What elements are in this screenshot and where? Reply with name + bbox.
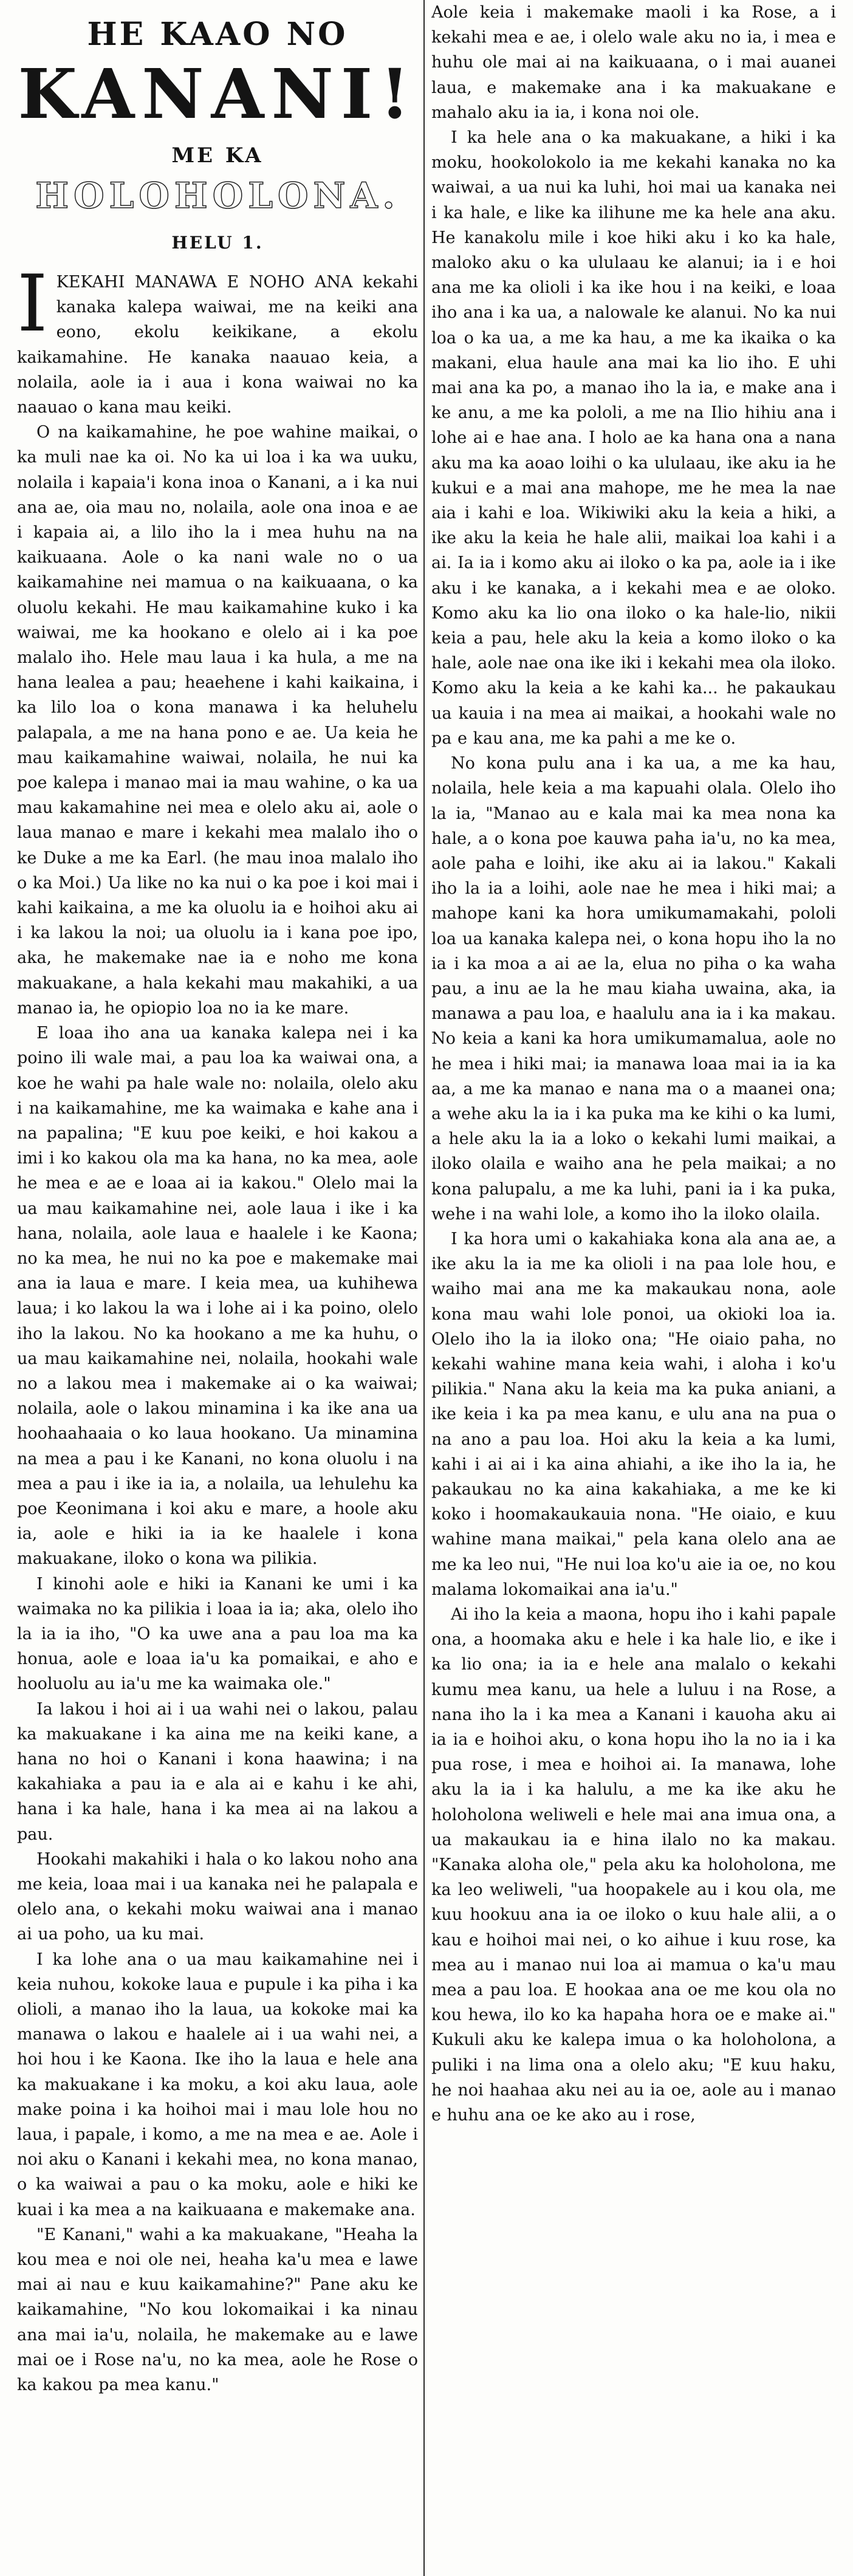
headline-subtitle: HOLOHOLONA. — [35, 175, 400, 216]
paragraph-left-3: I kinohi aole e hiki ia Kanani ke umi i ka waimaka no ka pilikia i loaa ia ia; aka, olelo iho la ia ia iho, "O ka uwe ana a pau loa ma ka honua, aole e loaa ia'u ka pomaikai, e aho e hooluolu au ia'u me ka waimaka ole." — [17, 1574, 418, 1694]
paragraph-left-2: E loaa iho ana ua kanaka kalepa nei i ka poino ili wale mai, a pau loa ka waiwai ona, a koe he wahi pa hale wale no: nolaila, olelo aku i na kaikamahine, me ka waimaka e kahe ana i na papalina; "E kuu poe keiki, e hoi kakou a imi i ko kakou ola ma ka hana, no ka mea, aole he mea e ae e loaa ai ia kakou." Olelo mai la ua mau kaikamahine nei, aole laua i ike i ka hana, nolaila, aole laua e haalele i ke Kaona; no ka mea, he nui no ka poe e makemake mai ana ia laua e mare. I keia mea, ua kuhihewa laua; i ko lakou la wa i lohe ai i ka poino, olelo iho la lakou. No ka hookano a me ka huhu, o ua mau kaikamahine nei, nolaila, hookahi wale no a lakou mea i makemake ai o ka waiwai; nolaila, aole o lakou minamina i ka ike ana ua hoohaahaaia o ko laua hookano. Ua minamina na mea a pau i ke Kanani, no kona oluolu i na mea a pau i ike ia ia, a nolaila, ua lehulehu ka poe Keonimana i koi aku e mare, a hoole aku ia, aole e hiki ia ia ke haalele i kona makuakane, iloko o kona wa pilikia. — [17, 1024, 418, 1569]
headline-line-3: ME KA — [171, 143, 264, 168]
paragraph-left-4: Ia lakou i hoi ai i ua wahi nei o lakou, palau ka makuakane i ka aina me na keiki kane, a hana no hoi o Kanani i kona haawina; i na kakahiaka a pau ia e ala ai e kahu i ke ahi, hana i ka hale, hana i ka mea ai na lakou a pau. — [17, 1699, 418, 1844]
paragraph-right-1: Aole keia i makemake maoli i ka Rose, a i kekahi mea e ae, i olelo wale aku no ia, i mea e huhu ole mai ai na kaikuaana, o i mai auanei laua, e makemake ana i ka makuakane e mahalo aku ia ia, i kona noi ole. — [431, 3, 836, 122]
right-column — [431, 0, 836, 2576]
drop-cap: I — [17, 259, 48, 349]
paragraph-left-5: Hookahi makahiki i hala o ko lakou noho ana me keia, loaa mai i ua kanaka nei he palapala e olelo ana, o kekahi moku waiwai ana i manao ai ua poho, ua ku mai. — [17, 1849, 418, 1944]
paragraph-right-4: I ka hora umi o kakahiaka kona ala ana ae, a ike aku la ia me ka olioli i na paa lole hou, e waiho mai ana me ka makaukau nona, aole kona mau wahi lole ponoi, ua okioki loa ia. Olelo iho la ia iloko ona; "He oiaio paha, no kekahi wahine mana keia wahi, i aloha i ko'u pilikia." Nana aku la keia ma ka puka aniani, a ike keia i ka pa mea kanu, e ulu ana na pua o na ano a pau loa. Hoi aku la keia a ka lumi, kahi i ai ai i ka aina ahiahi, a ike iho la ia, he pakaukau no ka aina kakahiaka, a me ke ki koko i hoomakaukauia nona. "He oiaio, e kuu wahine mana maikai," pela kana olelo ana ae me ka leo nui, "He nui loa ko'u aie ia oe, no kou malama lokomaikai ana ia'u." — [431, 1229, 836, 1599]
left-column — [17, 0, 418, 2576]
opening-text: KEKAHI MANAWA E NOHO ANA kekahi kanaka kalepa waiwai, me na keiki ana eono, ekolu keikikane, a ekolu kaikamahine. He kanaka naauao keia, a nolaila, aole ia i aua i kona waiwai no ka naauao o kana mau keiki. — [17, 273, 418, 417]
paragraph-right-5: Ai iho la keia a maona, hopu iho i kahi papale ona, a hoomaka aku e hele i ka hale lio, e ike i ka lio ona; ia ia e hele ana malalo o kekahi kumu mea kanu, ua hele a luluu i na Rose, a nana iho la i ka mea a Kanani i kauoha aku ai ia ia e hoihoi aku, o kona hopu iho la no ia i ka pua rose, i mea e hoihoi ai. Ia manawa, lohe aku la ia i ka halulu, a me ka ike aku he holoholona weliweli e hele mai ana imua ona, a ua makaukau ia e hina ilalo no ka makau. "Kanaka aloha ole," pela aku ka holoholona, me ka leo weliweli, "ua hoopakele au i kou ola, me kuu hookuu ana ia oe iloko o kuu hale alii, a o kau e hoihoi mai nei, o ko aihue i kuu rose, ka mea au i manao nui loa ai mamua o ka'u mau mea a pau loa. E hookaa ana oe me kou ola no kou hewa, ilo ko ka hapaha hora oe e make ai." Kukuli aku ke kalepa imua o ka holoholona, a puliki i na lima ona a olelo aku; "E kuu haku, he noi haahaa aku nei au ia oe, aole au i manao e huhu ana oe ke ako au i rose, — [431, 1605, 836, 2125]
chapter-heading: HELU 1. — [171, 233, 264, 253]
paragraph-left-6: I ka lohe ana o ua mau kaikamahine nei i keia nuhou, kokoke laua e pupule i ka piha i ka olioli, a manao iho la laua, ua kokoke mai ka manawa o lakou e haalele ai i ua wahi nei, a hoi hou i ke Kaona. Ike iho la laua e hele ana ka makuakane i ka moku, a koi aku laua, aole make poina i ka hoihoi mai i mau lole hou no laua, i papale, i komo, a me na mea e ae. Aole i noi aku o Kanani i kekahi mea, no kona manao, o ka waiwai a pau o ka moku, aole e hiki ke kuai i ka mea a na kaikuaana e makemake ana. — [17, 1950, 418, 2219]
paragraph-left-1: O na kaikamahine, he poe wahine maikai, o ka muli nae ka oi. No ka ui loa i ka wa uuku, nolaila i kapaia'i kona inoa o Kanani, a i ka nui ana ae, oia mau no, nolaila, aole ona inoa e ae i kapaia ai, a lilo iho la i mea huhu na na kaikuaana. Aole o ka nani wale no o ua kaikamahine nei mamua o na kaikuaana, o ka oluolu kekahi. He mau kaikamahine kuko i ka waiwai, me ka hookano e olelo ai i ka poe malalo iho. Hele mau laua i ka hula, a me na hana lealea a pau; heaehene i kahi kaikaina, i ka lilo loa o kona manawa i ka heluhelu palapala, a me na hana pono e ae. Ua keia he mau kaikamahine waiwai, nolaila, he nui ka poe kalepa i manao mai ia mau wahine, o ka ua mau kakamahine nei mea e olelo aku ai, aole o laua manao e mare i kekahi mea malalo iho o ke Duke a me ka Earl. (he mau inoa malalo iho o ka Moi.) Ua like no ka nui o ka poe i koi mai i kahi kaikaina, a me ka oluolu ia e hoihoi aku ai i ka lakou la noi; ua oluolu ia i kana poe ipo, aka, he makemake nae ia e noho me kona makuakane, a hala kekahi mau makahiki, a ua manao ia, he opiopio loa no ia ke mare. — [17, 423, 418, 1018]
headline-title: KANANI! — [18, 55, 417, 134]
opening-paragraph — [17, 259, 418, 420]
paragraph-left-7: "E Kanani," wahi a ka makuakane, "Heaha la kou mea e noi ole nei, heaha ka'u mea e lawe mai ai nau e kuu kaikamahine?" Pane aku ke kaikamahine, "No kou lokomaikai i ka ninau ana mai ia'u, nolaila, he makemake au e lawe mai oe i Rose na'u, no ka mea, aole he Rose o ka kakou pa mea kanu." — [17, 2225, 418, 2395]
paragraph-right-3: No kona pulu ana i ka ua, a me ka hau, nolaila, hele keia a ma kapuahi olala. Olelo iho la ia, "Manao au e kala mai ka mea nona ka hale, a o kona poe kauwa paha ia'u, no ka mea, aole paha e loihi, ike aku ai ia lakou." Kakali iho la ia a loihi, aole nae he mea i hiki mai; a mahope kani ka hora umikumamakahi, pololi loa ua kanaka kalepa nei, o kona hopu iho la no ia i ka moa a ai ae la, elua no piha o ka waha pau, a inu ae la he mau kiaha uwaina, aka, ia manawa a pau loa, e haalulu ana ia i ka makau. No keia a kani ka hora umikumamalua, aole no he mea i hiki mai; ia manawa loaa mai ia ia ka aa, a me ka manao e nana ma o a maanei ona; a wehe aku la ia i ka puka ma ke kihi o ka lumi, a hele aku la ia a loko o kekahi lumi maikai, a iloko olaila e waiho ana he pela maikai; a no kona palupalu, a me ka luhi, pani ia i ka puka, wehe i na wahi lole, a komo iho la iloko olaila. — [431, 754, 836, 1224]
headline-line-1: HE KAAO NO — [87, 16, 348, 53]
paragraph-right-2: I ka hele ana o ka makuakane, a hiki i ka moku, hookolokolo ia me kekahi kanaka no ka waiwai, a ua nui ka luhi, hoi mai ua kanaka nei i ka hale, e like ka ilihune me ka hele ana aku. He kanakolu mile i koe hiki aku i ko ka hale, maloko aku o ka ululaau ke alanui; ia i e hoi ana me ka olioli i ka ike hou i na keiki, e loaa iho ana i ka ua, a nalowale ke alanui. No ka nui loa o ka ua, a me ka hau, a me ka ikaika o ka makani, elua haule ana mai ka lio iho. E uhi mai ana ka po, a manao iho la ia, e make ana i ke anu, a me ka pololi, a me na Ilio hihiu ana i lohe ai e hae ana. I holo ae ka hana ona a nana aku ma ka aoao loihi o ka ululaau, ike aku ia he kukui e a mai ana mahope, me he mea la nae aia i kahi e loa. Wikiwiki aku la keia a hiki, a ike aku la keia he hale alii, maikai loa kahi i a ai. Ia ia i komo aku ai iloko o ka pa, aole ia i ike aku i ke kanaka, a i kekahi mea e ae oloko. Komo aku ka lio ona iloko o ka hale-lio, nikii keia a pau, hele aku la keia a komo iloko o ka hale, aole nae ona ike iki i kekahi mea ola iloko. Komo aku la keia a ke kahi ka... he pakaukau ua kauia i na mea ai maikai, a hookahi wale no pa e kau ana, me ka pahi a me ke o. — [431, 128, 836, 748]
column-divider — [423, 0, 425, 2576]
